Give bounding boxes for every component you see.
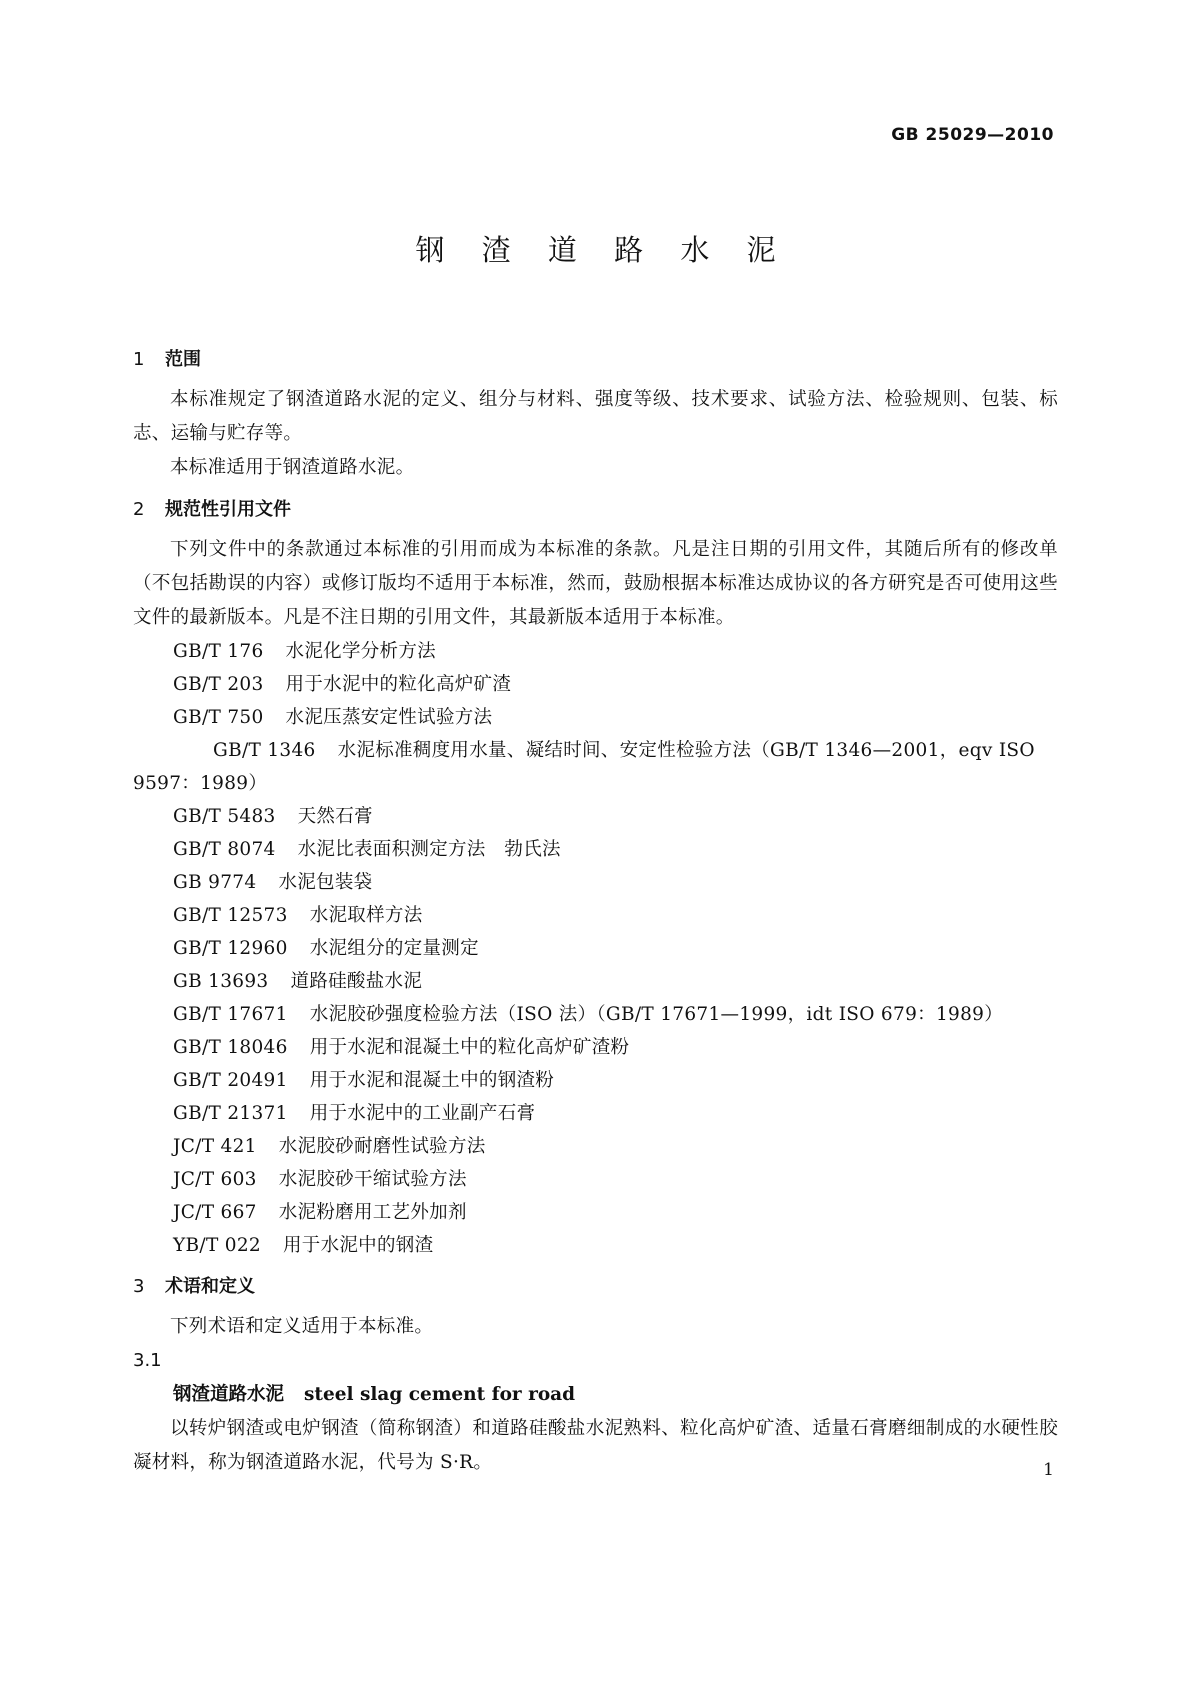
section-number: 2 bbox=[133, 499, 145, 520]
reference-item bbox=[133, 1097, 1058, 1130]
reference-item bbox=[133, 932, 1058, 965]
standard-code: GB 25029—2010 bbox=[891, 125, 1054, 145]
reference-item bbox=[133, 1196, 1058, 1229]
reference-title: 天然石膏 bbox=[297, 806, 373, 827]
reference-title: 水泥包装袋 bbox=[278, 872, 373, 893]
reference-item bbox=[133, 1130, 1058, 1163]
reference-title: 水泥取样方法 bbox=[309, 905, 423, 926]
clause-number: 3.1 bbox=[133, 1350, 162, 1371]
reference-code: GB/T 17671 bbox=[173, 1004, 288, 1025]
section-number: 3 bbox=[133, 1276, 145, 1297]
reference-title: 水泥粉磨用工艺外加剂 bbox=[278, 1202, 467, 1223]
reference-code: JC/T 603 bbox=[173, 1169, 257, 1190]
reference-code: GB/T 176 bbox=[173, 641, 264, 662]
reference-title: 水泥胶砂强度检验方法（ISO 法）（GB/T 17671—1999，idt ISO 679：1989） bbox=[309, 1004, 1004, 1025]
reference-item bbox=[133, 668, 1058, 701]
reference-code: GB/T 5483 bbox=[173, 806, 276, 827]
reference-code: GB/T 8074 bbox=[173, 839, 276, 860]
section-number: 1 bbox=[133, 349, 145, 370]
document-body bbox=[133, 335, 1058, 1480]
reference-item bbox=[133, 833, 1058, 866]
term-english: steel slag cement for road bbox=[304, 1384, 576, 1405]
reference-code: GB/T 18046 bbox=[173, 1037, 288, 1058]
section-title: 术语和定义 bbox=[165, 1276, 255, 1297]
reference-code: GB/T 1346 bbox=[213, 740, 316, 761]
reference-item bbox=[133, 800, 1058, 833]
section-heading-terms-definitions bbox=[133, 1270, 1058, 1304]
section-title: 范围 bbox=[165, 349, 201, 370]
reference-code: GB/T 12573 bbox=[173, 905, 288, 926]
reference-item bbox=[133, 965, 1058, 998]
reference-item bbox=[133, 635, 1058, 668]
reference-item bbox=[133, 1064, 1058, 1097]
section-title: 规范性引用文件 bbox=[165, 499, 291, 520]
reference-title: 水泥胶砂耐磨性试验方法 bbox=[278, 1136, 486, 1157]
reference-item bbox=[133, 998, 1058, 1031]
reference-item bbox=[133, 1163, 1058, 1196]
reference-title: 道路硅酸盐水泥 bbox=[290, 971, 423, 992]
reference-title: 用于水泥中的钢渣 bbox=[282, 1235, 434, 1256]
page-number: 1 bbox=[1043, 1460, 1054, 1480]
reference-title: 用于水泥中的粒化高炉矿渣 bbox=[285, 674, 512, 695]
scope-paragraph: 本标准适用于钢渣道路水泥。 bbox=[170, 457, 415, 478]
reference-item bbox=[133, 734, 1058, 800]
section-heading-normative-references bbox=[133, 493, 1058, 527]
term-chinese: 钢渣道路水泥 bbox=[173, 1384, 285, 1405]
reference-title: 水泥组分的定量测定 bbox=[309, 938, 479, 959]
reference-item bbox=[133, 1229, 1058, 1262]
reference-code: GB/T 21371 bbox=[173, 1103, 288, 1124]
reference-title: 用于水泥中的工业副产石膏 bbox=[309, 1103, 536, 1124]
reference-title: 水泥化学分析方法 bbox=[285, 641, 436, 662]
reference-item bbox=[133, 701, 1058, 734]
term-definition: 以转炉钢渣或电炉钢渣（简称钢渣）和道路硅酸盐水泥熟料、粒化高炉矿渣、适量石膏磨细制成的水硬性胶凝材料，称为钢渣道路水泥，代号为 S·R。 bbox=[133, 1418, 1058, 1473]
reference-item bbox=[133, 899, 1058, 932]
scope-paragraph: 本标准规定了钢渣道路水泥的定义、组分与材料、强度等级、技术要求、试验方法、检验规则、包装、标志、运输与贮存等。 bbox=[133, 389, 1058, 444]
terms-intro: 下列术语和定义适用于本标准。 bbox=[170, 1316, 434, 1337]
reference-code: GB/T 750 bbox=[173, 707, 264, 728]
reference-code: JC/T 667 bbox=[173, 1202, 257, 1223]
document-title: 钢 渣 道 路 水 泥 bbox=[415, 233, 790, 267]
reference-code: JC/T 421 bbox=[173, 1136, 257, 1157]
reference-title: 水泥压蒸安定性试验方法 bbox=[285, 707, 493, 728]
reference-code: GB/T 20491 bbox=[173, 1070, 288, 1091]
reference-title: 水泥比表面积测定方法 勃氏法 bbox=[297, 839, 561, 860]
term-entry bbox=[133, 1378, 1058, 1412]
reference-code: GB/T 203 bbox=[173, 674, 264, 695]
reference-list bbox=[133, 635, 1058, 1262]
reference-code: GB 13693 bbox=[173, 971, 269, 992]
reference-item bbox=[133, 866, 1058, 899]
reference-code: GB 9774 bbox=[173, 872, 257, 893]
reference-title: 用于水泥和混凝土中的粒化高炉矿渣粉 bbox=[309, 1037, 630, 1058]
reference-item bbox=[133, 1031, 1058, 1064]
reference-title: 用于水泥和混凝土中的钢渣粉 bbox=[309, 1070, 555, 1091]
reference-title: 水泥胶砂干缩试验方法 bbox=[278, 1169, 467, 1190]
section-heading-scope bbox=[133, 343, 1058, 377]
reference-code: YB/T 022 bbox=[173, 1235, 261, 1256]
reference-title: 水泥标准稠度用水量、凝结时间、安定性检验方法（GB/T 1346—2001，eqv ISO 9597：1989） bbox=[133, 740, 1035, 794]
references-intro: 下列文件中的条款通过本标准的引用而成为本标准的条款。凡是注日期的引用文件，其随后所有的修改单（不包括勘误的内容）或修订版均不适用于本标准，然而，鼓励根据本标准达成协议的各方研究是否可使用这些文件的最新版本。凡是不注日期的引用文件，其最新版本适用于本标准。 bbox=[133, 539, 1058, 628]
reference-code: GB/T 12960 bbox=[173, 938, 288, 959]
